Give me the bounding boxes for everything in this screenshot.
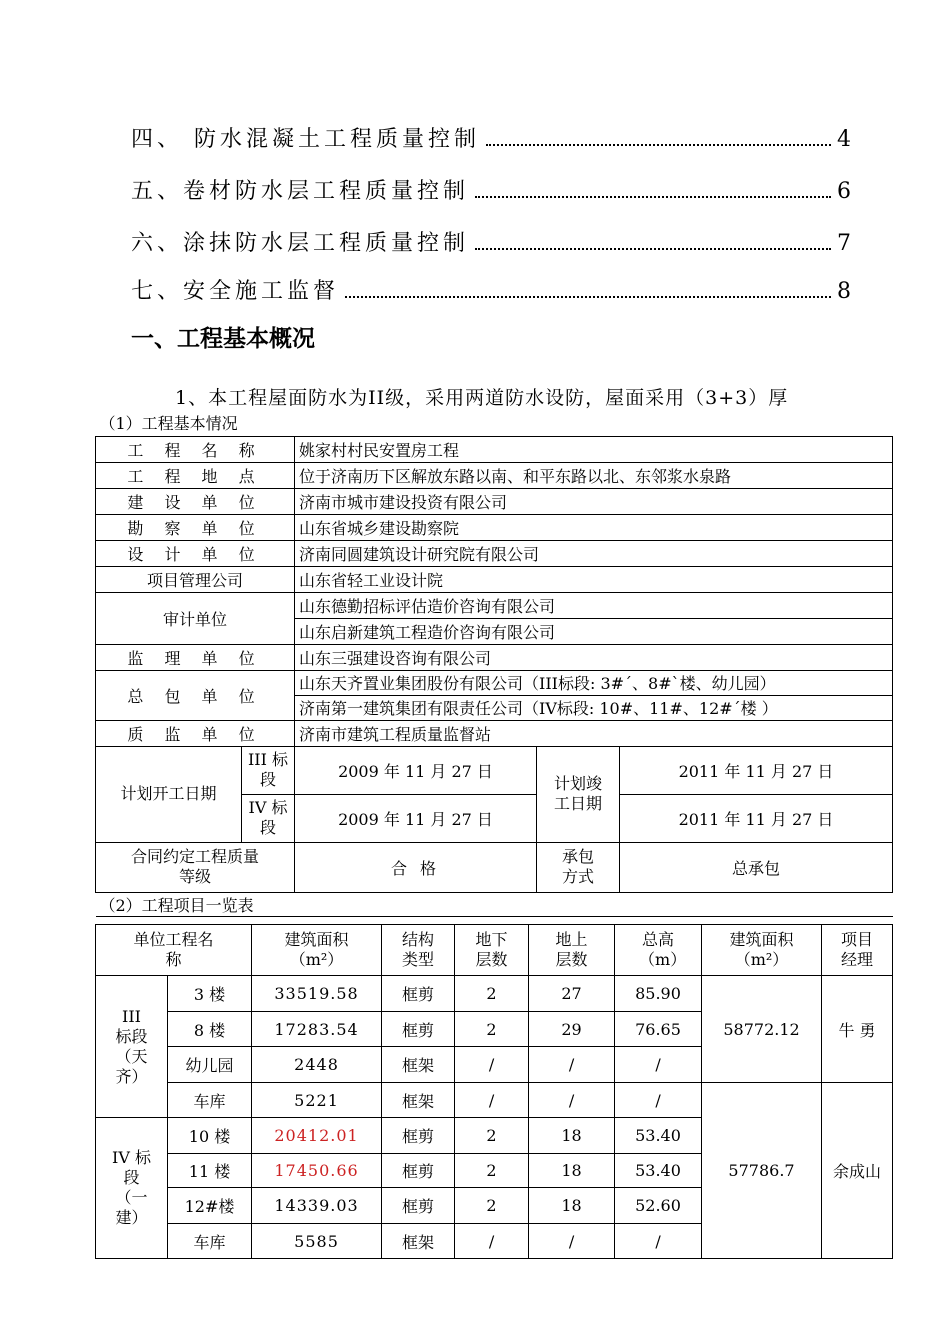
cell: 框剪 xyxy=(382,1154,455,1188)
cell: 2 xyxy=(455,1118,529,1154)
cell: 框架 xyxy=(382,1224,455,1259)
group-label: IV 标段（一建） xyxy=(96,1118,168,1259)
toc-item[interactable] xyxy=(131,122,851,153)
manager-cell: 余成山 xyxy=(822,1083,893,1259)
cell: / xyxy=(615,1083,702,1118)
toc-label: 四、 防水混凝土工程质量控制 xyxy=(131,127,480,152)
value-cell: 济南市建筑工程质量监督站 xyxy=(295,720,893,746)
cell: 幼儿园 xyxy=(168,1047,252,1083)
highlighted-area-cell: 20412.01 xyxy=(252,1118,382,1154)
label-cell: 工 程 地 点 xyxy=(96,462,295,488)
toc-page: 6 xyxy=(837,179,851,204)
cell: / xyxy=(529,1047,615,1083)
cell: 2 xyxy=(455,1154,529,1188)
toc-page: 8 xyxy=(837,279,851,304)
cell: 33519.58 xyxy=(252,976,382,1012)
header-cell: 单位工程名称 xyxy=(96,925,252,976)
cell: 车库 xyxy=(168,1224,252,1259)
value-cell: 山东德勤招标评估造价咨询有限公司 xyxy=(295,592,893,618)
label-cell: 监 理 单 位 xyxy=(96,644,295,670)
value-cell: 山东启新建筑工程造价咨询有限公司 xyxy=(295,618,893,644)
cell: / xyxy=(615,1224,702,1259)
header-cell: 建筑面积（m²） xyxy=(702,925,822,976)
value-cell: 总承包 xyxy=(620,842,893,892)
label-cell: 合同约定工程质量等级 xyxy=(96,842,295,892)
label-cell: 工 程 名 称 xyxy=(96,436,295,462)
section-heading: 一、工程基本概况 xyxy=(131,326,315,352)
label-cell: 计划竣工日期 xyxy=(537,746,620,842)
date-cell: 2011 年 11 月 27 日 xyxy=(620,746,893,794)
cell: 53.40 xyxy=(615,1154,702,1188)
basic-info-table xyxy=(95,410,893,917)
header-cell: 总高（m） xyxy=(615,925,702,976)
cell: / xyxy=(615,1047,702,1083)
header-cell: 项目经理 xyxy=(822,925,893,976)
toc-item[interactable] xyxy=(131,174,851,205)
cell: / xyxy=(529,1083,615,1118)
cell: 框剪 xyxy=(382,1012,455,1047)
value-cell: 山东三强建设咨询有限公司 xyxy=(295,644,893,670)
intro-paragraph: 1、本工程屋面防水为II级，采用两道防水设防，屋面采用（3+3）厚 xyxy=(175,387,789,409)
value-cell: 合 格 xyxy=(295,842,537,892)
label-cell: 审计单位 xyxy=(96,592,295,644)
cell: 2 xyxy=(455,976,529,1012)
cell: 10 楼 xyxy=(168,1118,252,1154)
toc-label: 七、安全施工监督 xyxy=(131,279,340,304)
cell: 18 xyxy=(529,1188,615,1224)
header-cell: 地上层数 xyxy=(529,925,615,976)
cell: 18 xyxy=(529,1118,615,1154)
cell: 12#楼 xyxy=(168,1188,252,1224)
cell: 框剪 xyxy=(382,976,455,1012)
toc-leader xyxy=(475,248,831,250)
cell: 车库 xyxy=(168,1083,252,1118)
table-title: （1）工程基本情况 xyxy=(96,410,893,436)
label-cell: 设 计 单 位 xyxy=(96,540,295,566)
label-cell: 勘 察 单 位 xyxy=(96,514,295,540)
cell: 框架 xyxy=(382,1047,455,1083)
cell: 76.65 xyxy=(615,1012,702,1047)
manager-cell: 牛 勇 xyxy=(822,976,893,1083)
value-cell: 位于济南历下区解放东路以南、和平东路以北、东邻浆水泉路 xyxy=(295,462,893,488)
section-label: III 标段 xyxy=(242,746,295,794)
cell: 框剪 xyxy=(382,1118,455,1154)
label-cell: 总 包 单 位 xyxy=(96,670,295,720)
label-cell: 计划开工日期 xyxy=(96,746,242,842)
header-cell: 结构类型 xyxy=(382,925,455,976)
value-cell: 姚家村村民安置房工程 xyxy=(295,436,893,462)
header-cell: 地下层数 xyxy=(455,925,529,976)
cell: 2 xyxy=(455,1188,529,1224)
label-cell: 项目管理公司 xyxy=(96,566,295,592)
table-title: （2）工程项目一览表 xyxy=(96,892,893,916)
toc-label: 六、涂抹防水层工程质量控制 xyxy=(131,231,470,256)
section-label: IV 标段 xyxy=(242,794,295,842)
cell: 14339.03 xyxy=(252,1188,382,1224)
cell: 5585 xyxy=(252,1224,382,1259)
group-label: III 标段（天齐） xyxy=(96,976,168,1118)
toc-leader xyxy=(475,196,831,198)
table-row xyxy=(96,976,893,1012)
toc-page: 7 xyxy=(837,231,851,256)
cell: 2448 xyxy=(252,1047,382,1083)
cell: 框剪 xyxy=(382,1188,455,1224)
cell: 3 楼 xyxy=(168,976,252,1012)
toc-item[interactable] xyxy=(131,226,851,257)
value-cell: 济南同圆建筑设计研究院有限公司 xyxy=(295,540,893,566)
cell: 5221 xyxy=(252,1083,382,1118)
date-cell: 2011 年 11 月 27 日 xyxy=(620,794,893,842)
cell: 11 楼 xyxy=(168,1154,252,1188)
value-cell: 山东天齐置业集团股份有限公司（III标段: 3#ˊ、8#ˋ楼、幼儿园） xyxy=(295,670,893,695)
cell: / xyxy=(455,1047,529,1083)
cell: / xyxy=(529,1224,615,1259)
toc-leader xyxy=(345,296,831,298)
toc-item[interactable] xyxy=(131,274,851,305)
value-cell: 济南市城市建设投资有限公司 xyxy=(295,488,893,514)
cell: 17283.54 xyxy=(252,1012,382,1047)
highlighted-area-cell: 17450.66 xyxy=(252,1154,382,1188)
cell: 18 xyxy=(529,1154,615,1188)
value-cell: 山东省城乡建设勘察院 xyxy=(295,514,893,540)
toc-label: 五、卷材防水层工程质量控制 xyxy=(131,179,470,204)
date-cell: 2009 年 11 月 27 日 xyxy=(295,746,537,794)
total-area-cell: 58772.12 xyxy=(702,976,822,1083)
cell: 85.90 xyxy=(615,976,702,1012)
total-area-cell: 57786.7 xyxy=(702,1083,822,1259)
label-cell: 承包方式 xyxy=(537,842,620,892)
label-cell: 建 设 单 位 xyxy=(96,488,295,514)
date-cell: 2009 年 11 月 27 日 xyxy=(295,794,537,842)
cell: 27 xyxy=(529,976,615,1012)
cell: 53.40 xyxy=(615,1118,702,1154)
toc-leader xyxy=(486,144,831,146)
cell: 29 xyxy=(529,1012,615,1047)
cell: 52.60 xyxy=(615,1188,702,1224)
cell: 2 xyxy=(455,1012,529,1047)
cell: 8 楼 xyxy=(168,1012,252,1047)
project-table xyxy=(95,924,893,1259)
value-cell: 济南第一建筑集团有限责任公司（IV标段: 10#、11#、12#ˊ楼 ） xyxy=(295,695,893,720)
cell: / xyxy=(455,1224,529,1259)
header-cell: 建筑面积（m²） xyxy=(252,925,382,976)
toc-page: 4 xyxy=(837,127,851,152)
label-cell: 质 监 单 位 xyxy=(96,720,295,746)
cell: 框架 xyxy=(382,1083,455,1118)
value-cell: 山东省轻工业设计院 xyxy=(295,566,893,592)
table-row xyxy=(96,1083,893,1118)
cell: / xyxy=(455,1083,529,1118)
